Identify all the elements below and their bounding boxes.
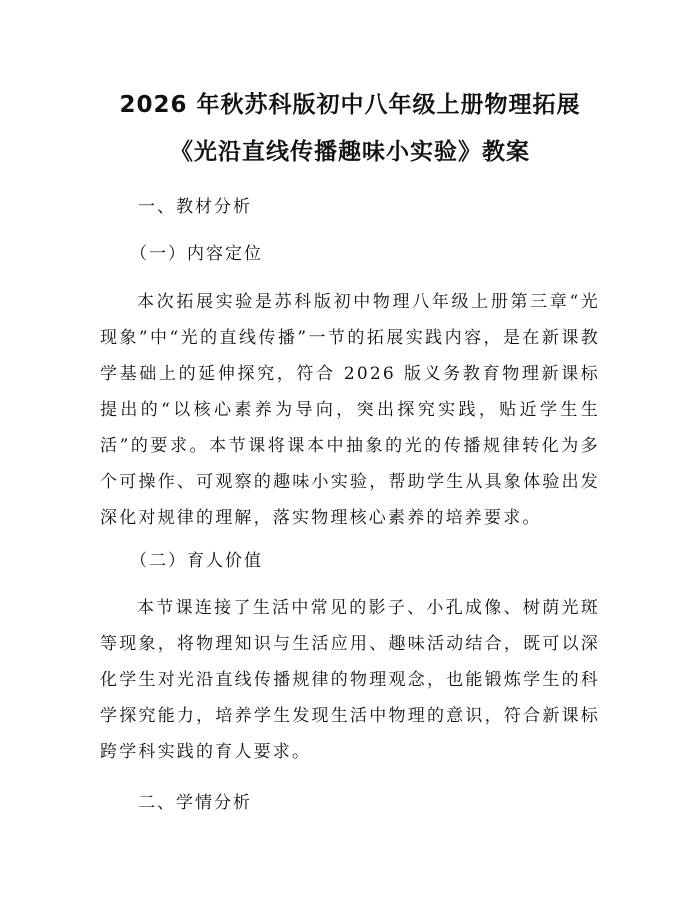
paragraph-content-positioning: 本次拓展实验是苏科版初中物理八年级上册第三章“光现象”中“光的直线传播”一节的拓展实践内容，是在新课教学基础上的延伸探究，符合 2026 版义务教育物理新课标提出的“以核心素养为导向，突出探究实践，贴近学生生活”的要求。本节课将课本中抽象的光的传播规律转化为多个可操作、可观察的趣味小实验，帮助学生从具象体验出发深化对规律的理解，落实物理核心素养的培养要求。: [100, 292, 600, 528]
subsection-heading-educational-value: （二）育人价值: [130, 551, 263, 571]
section-heading-textbook-analysis: 一、教材分析: [138, 197, 252, 217]
section-heading-student-analysis: 二、学情分析: [138, 793, 252, 813]
document-title-line-2: 《光沿直线传播趣味小实验》教案: [170, 139, 530, 165]
document-title-line-1: 2026 年秋苏科版初中八年级上册物理拓展: [119, 92, 581, 118]
subsection-heading-content-positioning: （一）内容定位: [130, 244, 263, 264]
paragraph-educational-value: 本节课连接了生活中常见的影子、小孔成像、树荫光斑等现象，将物理知识与生活应用、趣味活动结合，既可以深化学生对光沿直线传播规律的物理观念，也能锻炼学生的科学探究能力，培养学生发现生活中物理的意识，符合新课标跨学科实践的育人要求。: [100, 598, 600, 762]
